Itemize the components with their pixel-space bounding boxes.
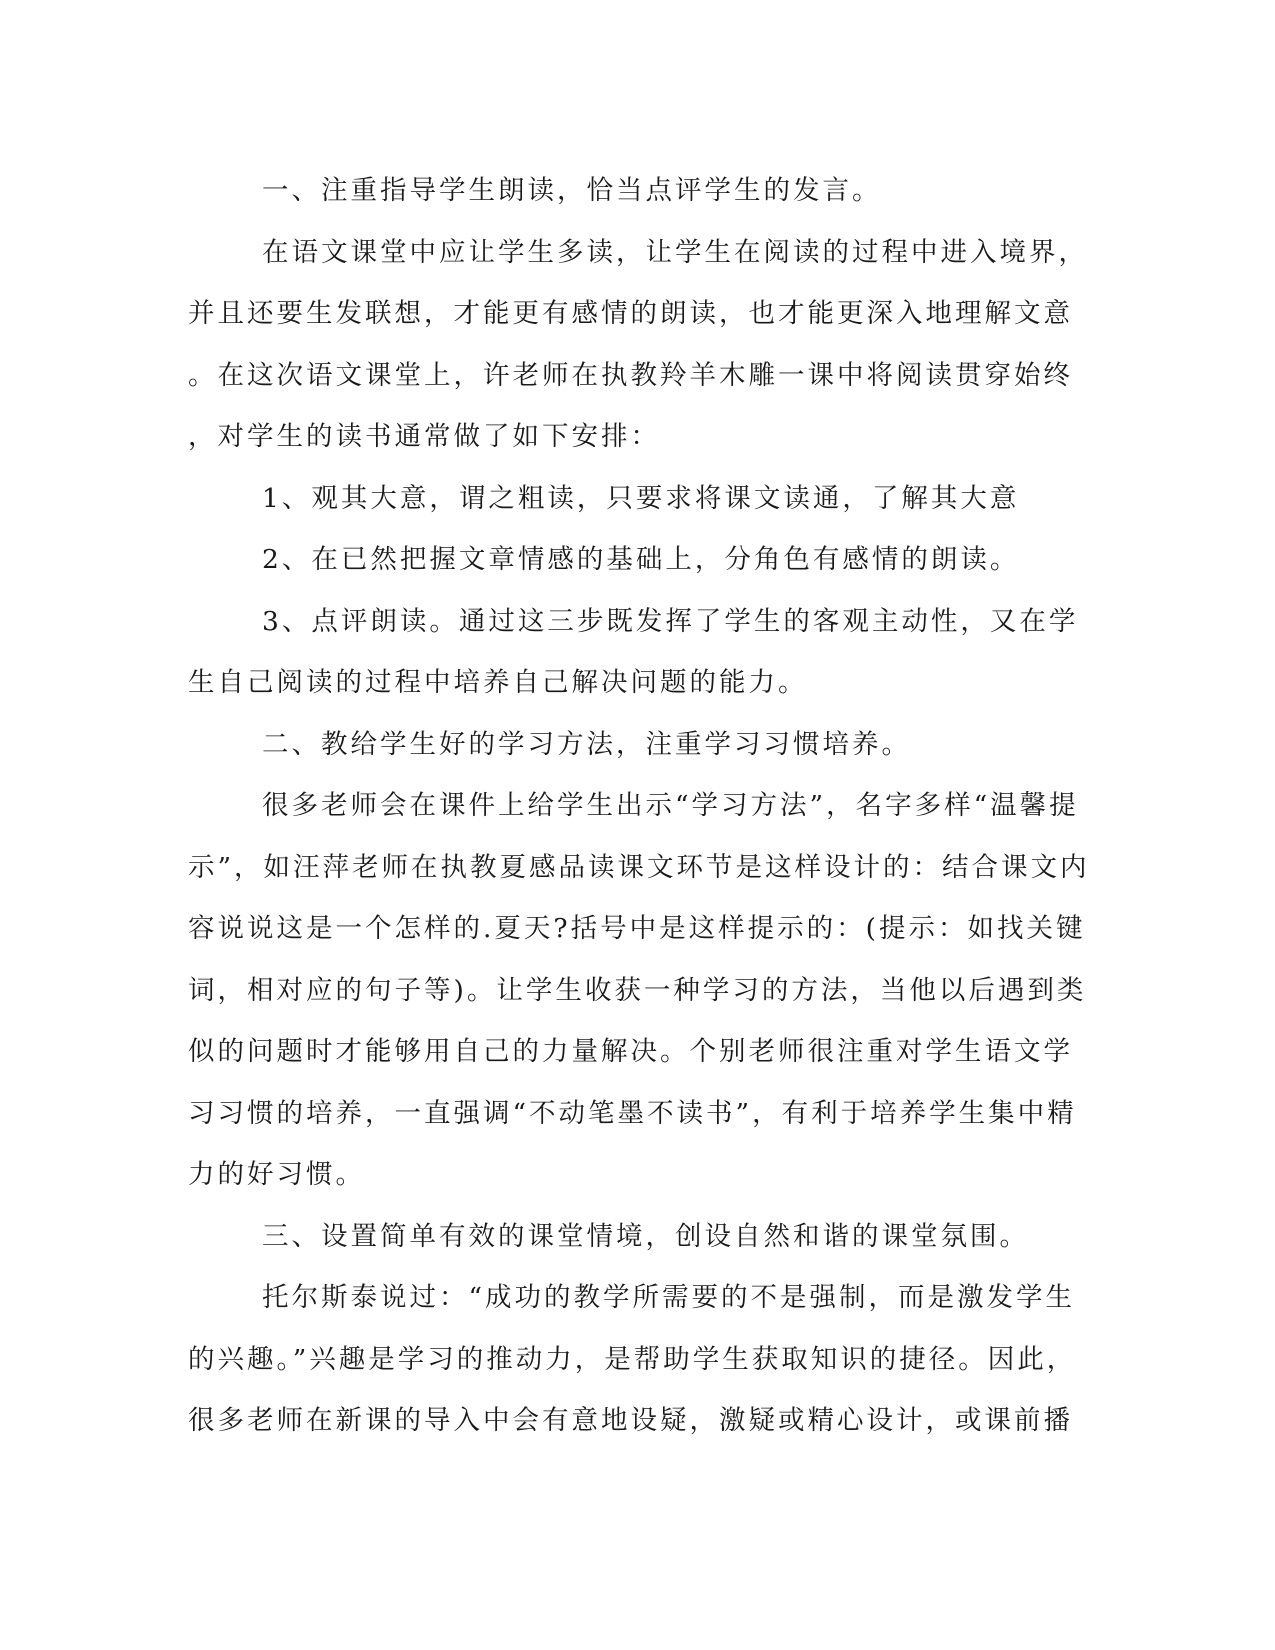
paragraph-line: 似的问题时才能够用自己的力量解决。个别老师很注重对学生语文学 <box>188 1036 1073 1067</box>
paragraph-line: 示”，如汪萍老师在执教夏感品读课文环节是这样设计的：结合课文内 <box>188 851 1090 883</box>
paragraph-line: 并且还要生发联想，才能更有感情的朗读，也才能更深入地理解文意 <box>188 298 1073 329</box>
paragraph-line: 。在这次语文课堂上，许老师在执教羚羊木雕一课中将阅读贯穿始终 <box>188 359 1073 391</box>
paragraph-line: 的兴趣。”兴趣是学习的推动力，是帮助学生获取知识的捷径。因此， <box>188 1343 1077 1375</box>
paragraph-line: 力的好习惯。 <box>188 1159 365 1190</box>
list-item-2: 2、在已然把握文章情感的基础上，分角色有感情的朗读。 <box>262 544 1020 575</box>
paragraph-line: 容说说这是一个怎样的.夏天?括号中是这样提示的：(提示：如找关键 <box>188 913 1086 944</box>
paragraph-line: 在语文课堂中应让学生多读，让学生在阅读的过程中进入境界， <box>262 236 1088 268</box>
list-item-3: 3、点评朗读。通过这三步既发挥了学生的客观主动性，又在学 <box>262 605 1079 637</box>
paragraph-line: 很多老师会在课件上给学生出示“学习方法”，名字多样“温馨提 <box>262 790 1079 821</box>
paragraph-line: 词，相对应的句子等)。让学生收获一种学习的方法，当他以后遇到类 <box>188 974 1087 1006</box>
paragraph-line: 很多老师在新课的导入中会有意地设疑，激疑或精心设计，或课前播 <box>188 1405 1073 1436</box>
paragraph-line: 生自己阅读的过程中培养自己解决问题的能力。 <box>188 667 808 698</box>
section-heading-1: 一、注重指导学生朗读，恰当点评学生的发言。 <box>262 175 882 206</box>
section-heading-2: 二、教给学生好的学习方法，注重学习习惯培养。 <box>262 728 911 760</box>
paragraph-line: 习习惯的培养，一直强调“不动笔墨不读书”，有利于培养学生集中精 <box>188 1097 1077 1129</box>
document-body <box>188 160 1088 1452</box>
paragraph-line: ，对学生的读书通常做了如下安排： <box>188 421 660 452</box>
list-item-1: 1、观其大意，谓之粗读，只要求将课文读通，了解其大意 <box>262 482 1020 514</box>
paragraph-line: 托尔斯泰说过：“成功的教学所需要的不是强制，而是激发学生 <box>262 1282 1076 1313</box>
section-heading-3: 三、设置简单有效的课堂情境，创设自然和谐的课堂氛围。 <box>262 1220 1029 1252</box>
